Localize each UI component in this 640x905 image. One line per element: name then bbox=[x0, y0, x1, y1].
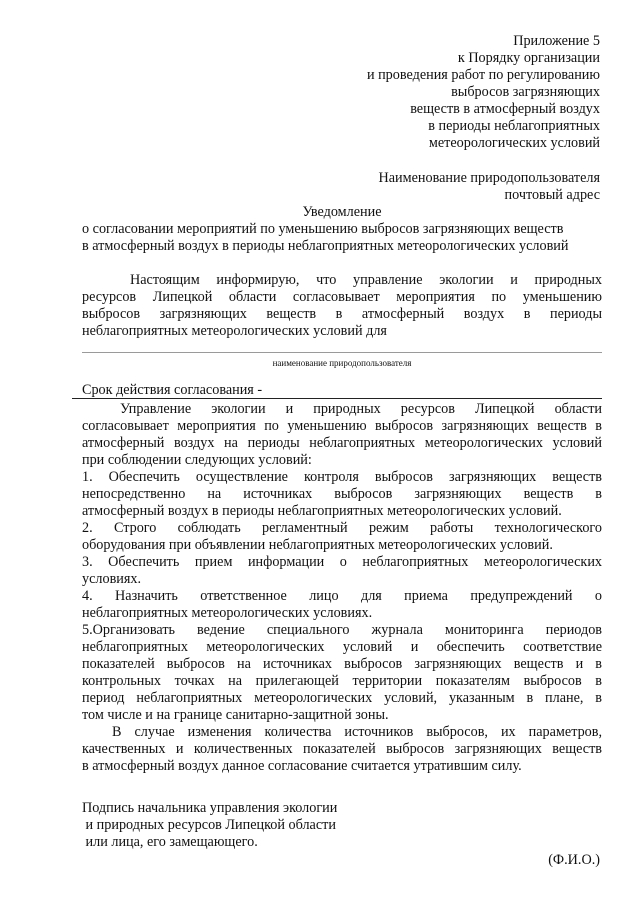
appendix-line: веществ в атмосферный воздух bbox=[410, 101, 600, 117]
conditions-line: согласовывает мероприятия по уменьшению выбросов загрязняющих веществ в bbox=[82, 418, 602, 434]
signature-line: и природных ресурсов Липецкой области bbox=[82, 817, 336, 833]
condition-item: оборудования при объявлении неблагоприятных метеорологических условий. bbox=[82, 537, 553, 553]
fio-placeholder: (Ф.И.О.) bbox=[548, 852, 600, 868]
intro-line: ресурсов Липецкой области согласовывает мероприятия по уменьшению bbox=[82, 289, 602, 305]
intro-line: Настоящим информирую, что управление экологии и природных bbox=[130, 272, 602, 288]
condition-item: неблагоприятных метеорологических условиях. bbox=[82, 605, 373, 621]
appendix-line: в периоды неблагоприятных bbox=[428, 118, 600, 134]
signature-line: или лица, его замещающего. bbox=[82, 834, 258, 850]
document-heading: Уведомление bbox=[302, 204, 382, 220]
condition-item: условиях. bbox=[82, 571, 142, 587]
conditions-line: атмосферный воздух на периоды неблагоприятных метеорологических условий bbox=[82, 435, 602, 451]
condition-item: 3. Обеспечить прием информации о неблагоприятных метеорологических bbox=[82, 554, 602, 570]
condition-item: показателей выбросов на источниках выбросов загрязняющих веществ и в bbox=[82, 656, 602, 672]
appendix-line: и проведения работ по регулированию bbox=[366, 67, 600, 83]
condition-item: 4. Назначить ответственное лицо для приема предупреждений о bbox=[82, 588, 602, 604]
fill-in-caption: наименование природопользователя bbox=[272, 358, 412, 368]
document-subtitle: о согласовании мероприятий по уменьшению выбросов загрязняющих веществ bbox=[82, 221, 564, 237]
condition-item: 5.Организовать ведение специального журнала мониторинга периодов bbox=[82, 622, 602, 638]
conditions-line: при соблюдении следующих условий: bbox=[82, 452, 312, 468]
condition-item: контрольных точках на прилегающей территории показателям выбросов в bbox=[82, 673, 602, 689]
fill-in-line bbox=[82, 352, 602, 353]
condition-item: неблагоприятных метеорологических условий и обеспечить соответствие bbox=[82, 639, 602, 655]
condition-item: непосредственно на источниках выбросов загрязняющих веществ в bbox=[82, 486, 602, 502]
condition-item: том числе и на границе санитарно-защитной зоны. bbox=[82, 707, 389, 723]
appendix-line: Приложение 5 bbox=[513, 33, 600, 49]
addressee-name: Наименование природопользователя bbox=[378, 170, 600, 186]
conditions-line: Управление экологии и природных ресурсов Липецкой области bbox=[120, 401, 602, 417]
validity-rule bbox=[72, 398, 602, 399]
addressee-address: почтовый адрес bbox=[504, 187, 600, 203]
closing-line: качественных и количественных показателей выбросов загрязняющих веществ bbox=[82, 741, 602, 757]
condition-item: атмосферный воздух в периоды неблагоприятных метеорологических условий. bbox=[82, 503, 562, 519]
appendix-line: метеорологических условий bbox=[428, 135, 600, 151]
condition-item: 2. Строго соблюдать регламентный режим работы технологического bbox=[82, 520, 602, 536]
intro-line: выбросов загрязняющих веществ в атмосферный воздух в периоды bbox=[82, 306, 602, 322]
validity-label: Срок действия согласования - bbox=[82, 382, 263, 398]
closing-line: В случае изменения количества источников выбросов, их параметров, bbox=[112, 724, 602, 740]
appendix-line: к Порядку организации bbox=[457, 50, 600, 66]
signature-line: Подпись начальника управления экологии bbox=[82, 800, 338, 816]
intro-line: неблагоприятных метеорологических условий для bbox=[82, 323, 387, 339]
condition-item: период неблагоприятных метеорологических условий, указанным в плане, в bbox=[82, 690, 602, 706]
document-subtitle: в атмосферный воздух в периоды неблагоприятных метеорологических условий bbox=[82, 238, 569, 254]
appendix-line: выбросов загрязняющих bbox=[451, 84, 600, 100]
closing-line: в атмосферный воздух данное согласование считается утратившим силу. bbox=[82, 758, 522, 774]
condition-item: 1. Обеспечить осуществление контроля выбросов загрязняющих веществ bbox=[82, 469, 602, 485]
